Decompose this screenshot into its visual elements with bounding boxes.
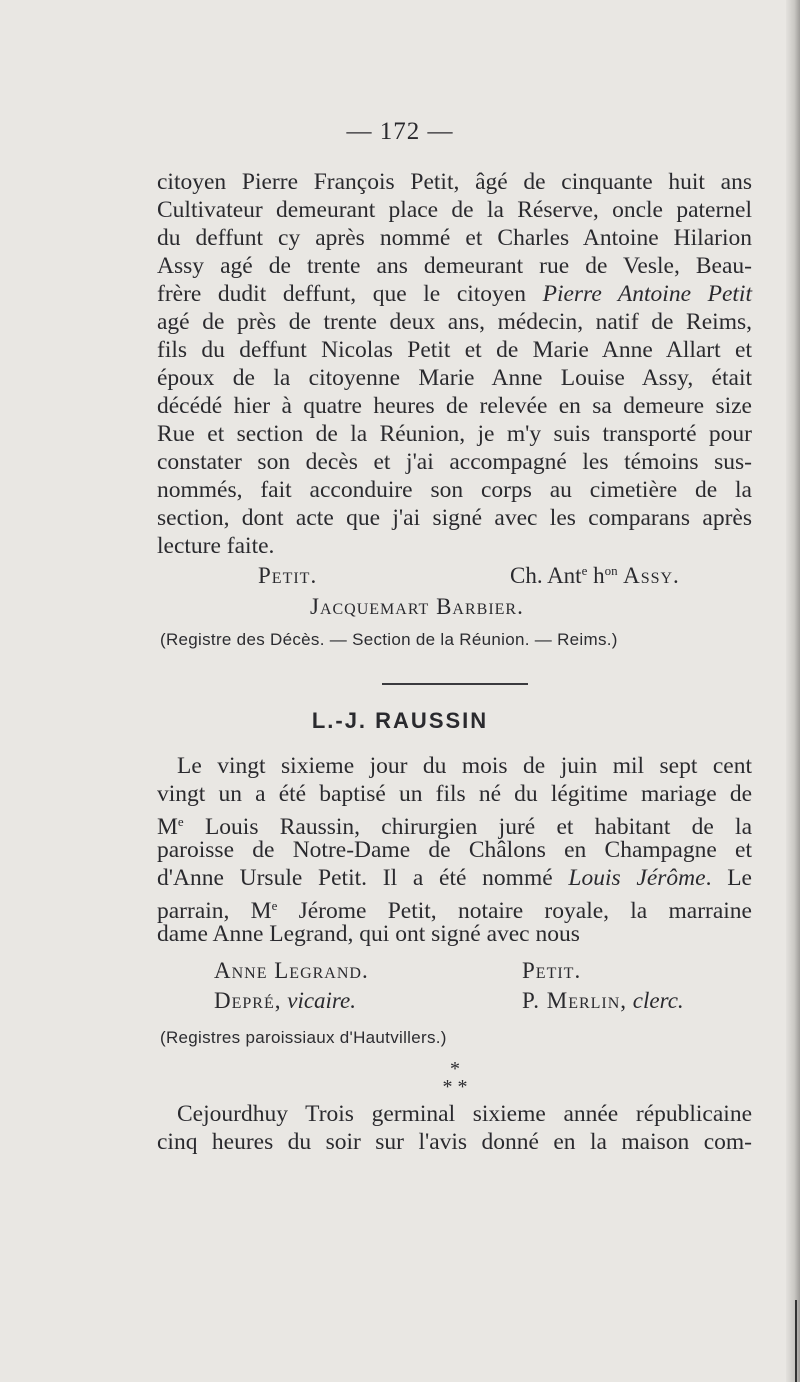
asterism-bottom: * * — [442, 1076, 468, 1098]
text-line: paroisse de Notre-Dame de Châlons en Champagne et — [157, 837, 752, 863]
text-line: vingt un a été baptisé un fils né du légitime mariage de — [157, 781, 752, 807]
text-line: agé de près de trente deux ans, médecin, natif de Reims, — [157, 309, 752, 335]
text-line: nommés, fait acconduire son corps au cimetière de la — [157, 477, 752, 503]
entry-3-text — [157, 1100, 752, 1156]
section-divider — [382, 683, 528, 685]
signature-petit: Petit. — [258, 563, 318, 588]
italic-name: Louis Jérôme — [568, 865, 706, 891]
signature-depre: Depré, vicaire. — [214, 988, 356, 1013]
text-line: frère dudit deffunt, que le citoyen Pierre Antoine Petit — [157, 281, 752, 307]
page-edge — [786, 0, 800, 1382]
text-line: lecture faite. — [157, 533, 275, 559]
text-line: Assy agé de trente ans demeurant rue de Vesle, Beau- — [157, 253, 752, 279]
entry-1-text — [157, 168, 752, 560]
italic-name: Pierre Antoine Petit — [542, 281, 752, 307]
text-line: constater son decès et j'ai accompagné les témoins sus- — [157, 449, 752, 475]
text-line: décédé hier à quatre heures de relevée en sa demeure size — [157, 393, 752, 419]
text-line: dame Anne Legrand, qui ont signé avec nous — [157, 921, 580, 947]
asterism — [425, 1060, 485, 1096]
text-line: Cejourdhuy Trois germinal sixieme année républicaine — [177, 1101, 752, 1127]
signature-assy: Ch. Ant$^e$ $h^{on}$ Assy. — [510, 563, 680, 588]
text-line: époux de la citoyenne Marie Anne Louise Assy, était — [157, 365, 752, 391]
source-citation: (Registres paroissiaux d'Hautvillers.) — [160, 1028, 447, 1047]
page-edge-mark — [795, 1300, 797, 1382]
section-heading: L.-J. RAUSSIN — [311, 708, 489, 733]
source-citation: (Registre des Décès. — Section de la Réunion. — Reims.) — [160, 630, 618, 649]
signature-jacquemart-barbier: Jacquemart Barbier. — [310, 594, 524, 619]
text-line: section, dont acte que j'ai signé avec les comparans après — [157, 505, 752, 531]
text-line: Le vingt sixieme jour du mois de juin mil sept cent — [177, 753, 752, 779]
signature-legrand: Anne Legrand. — [214, 958, 369, 983]
text-line: parrain, Me Jérome Petit, notaire royale, la marraine — [157, 898, 752, 924]
text-line: Me Louis Raussin, chirurgien juré et habitant de la — [157, 814, 752, 840]
signature-petit-2: Petit. — [522, 958, 582, 983]
text-line: du deffunt cy après nommé et Charles Antoine Hilarion — [157, 225, 752, 251]
text-line: d'Anne Ursule Petit. Il a été nommé Louis Jérôme. Le — [157, 865, 752, 891]
signature-merlin: P. Merlin, clerc. — [522, 988, 684, 1013]
text-line: fils du deffunt Nicolas Petit et de Marie Anne Allart et — [157, 337, 752, 363]
page-number: — 172 — — [346, 118, 454, 145]
text-line: Cultivateur demeurant place de la Réserve, oncle paternel — [157, 197, 752, 223]
text-line: citoyen Pierre François Petit, âgé de cinquante huit ans — [157, 169, 752, 195]
text-line: Rue et section de la Réunion, je m'y suis transporté pour — [157, 421, 752, 447]
entry-2-text — [157, 752, 752, 948]
text-line: cinq heures du soir sur l'avis donné en la maison com- — [157, 1129, 752, 1155]
asterism-top: * — [450, 1058, 460, 1080]
